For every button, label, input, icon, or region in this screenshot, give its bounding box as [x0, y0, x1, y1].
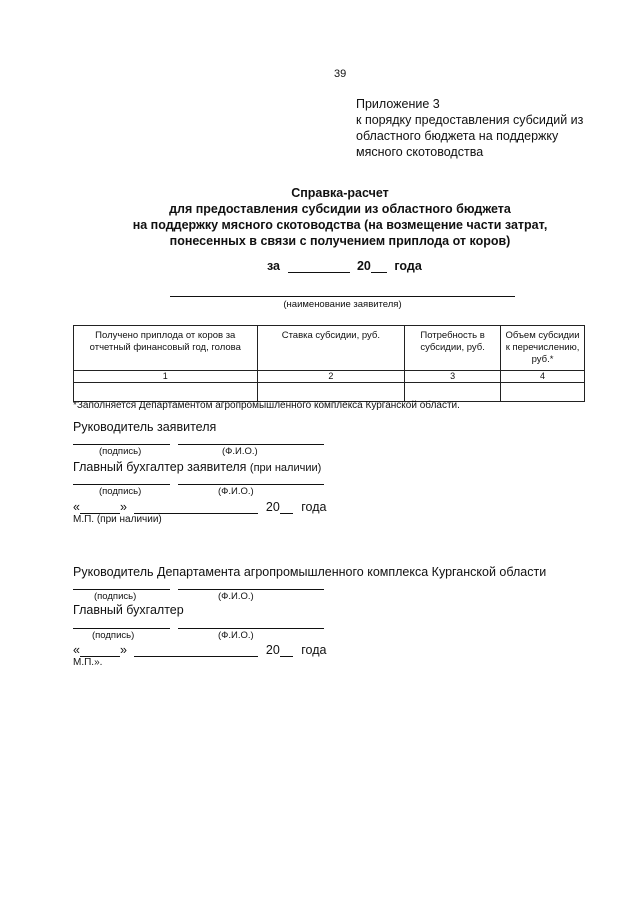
table-number-cell: 2 — [257, 371, 405, 383]
fio-caption: (Ф.И.О.) — [222, 446, 258, 457]
signature-line[interactable] — [73, 484, 170, 485]
signature-caption: (подпись) — [94, 591, 137, 602]
applicant-caption: (наименование заявителя) — [283, 299, 402, 310]
signature-line[interactable] — [73, 444, 170, 445]
stamp-applicant: М.П. (при наличии) — [73, 514, 162, 525]
period-year-prefix: 20 — [356, 259, 371, 273]
page-number: 39 — [334, 68, 347, 80]
table-cell[interactable] — [257, 383, 405, 402]
head-applicant-label: Руководитель заявителя — [73, 420, 217, 434]
month-blank[interactable] — [134, 644, 258, 657]
table-number-cell: 4 — [501, 371, 585, 383]
period-suffix: года — [394, 259, 422, 273]
fio-caption: (Ф.И.О.) — [218, 630, 254, 641]
signature-line[interactable] — [73, 628, 170, 629]
applicant-name-line[interactable] — [170, 296, 515, 297]
date-line-applicant — [73, 500, 326, 514]
subsidy-table — [73, 325, 585, 402]
year-suffix: года — [301, 500, 327, 514]
table-cell[interactable] — [405, 383, 501, 402]
day-blank[interactable] — [80, 644, 120, 657]
quote-open: « — [73, 643, 80, 657]
month-blank[interactable] — [134, 501, 258, 514]
signature-caption: (подпись) — [92, 630, 135, 641]
table-number-row — [74, 371, 585, 383]
day-blank[interactable] — [80, 501, 120, 514]
table-header-cell: Объем субсидии к перечислению, руб.* — [501, 326, 585, 371]
period-prefix: за — [267, 259, 281, 273]
table-header-cell: Потребность в субсидии, руб. — [405, 326, 501, 371]
appendix-title: Приложение 3 — [356, 97, 440, 111]
year-suffix: года — [301, 643, 327, 657]
quote-close: » — [119, 643, 127, 657]
appendix-block — [356, 96, 606, 160]
fio-line[interactable] — [178, 628, 324, 629]
chief-accountant-text: Главный бухгалтер заявителя — [73, 460, 247, 474]
appendix-line: к порядку предоставления субсидий из — [356, 113, 584, 127]
appendix-line: областного бюджета на поддержку — [356, 129, 559, 143]
chief-accountant-applicant-label — [73, 460, 321, 474]
period-blank[interactable] — [288, 260, 350, 273]
signature-caption: (подпись) — [99, 486, 142, 497]
table-header-cell: Ставка субсидии, руб. — [257, 326, 405, 371]
period-line — [267, 259, 422, 273]
table-cell[interactable] — [501, 383, 585, 402]
footnote: *Заполняется Департаментом агропромышленного комплекса Курганской области. — [73, 400, 460, 411]
date-line-department — [73, 643, 326, 657]
document-subtitle-line: для предоставления субсидии из областного бюджета — [169, 202, 511, 216]
document-title: Справка-расчет — [291, 186, 389, 200]
appendix-line: мясного скотоводства — [356, 145, 484, 159]
year-prefix: 20 — [265, 643, 280, 657]
fio-line[interactable] — [178, 484, 324, 485]
table-row — [74, 383, 585, 402]
if-any-note: (при наличии) — [249, 462, 322, 474]
signature-caption: (подпись) — [99, 446, 142, 457]
table-number-cell: 3 — [405, 371, 501, 383]
year-blank[interactable] — [371, 260, 387, 273]
head-department-label: Руководитель Департамента агропромышленного комплекса Курганской области — [73, 565, 547, 579]
table-cell[interactable] — [74, 383, 258, 402]
fio-caption: (Ф.И.О.) — [218, 591, 254, 602]
table-header-row — [74, 326, 585, 371]
quote-open: « — [73, 500, 80, 514]
fio-line[interactable] — [178, 444, 324, 445]
document-subtitle-line: понесенных в связи с получением приплода от коров) — [169, 234, 511, 248]
document-subtitle-line: на поддержку мясного скотоводства (на возмещение части затрат, — [132, 218, 548, 232]
signature-line[interactable] — [73, 589, 170, 590]
year-blank[interactable] — [280, 644, 293, 657]
year-prefix: 20 — [265, 500, 280, 514]
fio-caption: (Ф.И.О.) — [218, 486, 254, 497]
year-blank[interactable] — [280, 501, 293, 514]
chief-accountant-label: Главный бухгалтер — [73, 603, 184, 617]
stamp-department: М.П.». — [73, 657, 103, 668]
table-number-cell: 1 — [74, 371, 258, 383]
quote-close: » — [119, 500, 127, 514]
fio-line[interactable] — [178, 589, 324, 590]
table-header-cell: Получено приплода от коров за отчетный финансовый год, голова — [74, 326, 258, 371]
